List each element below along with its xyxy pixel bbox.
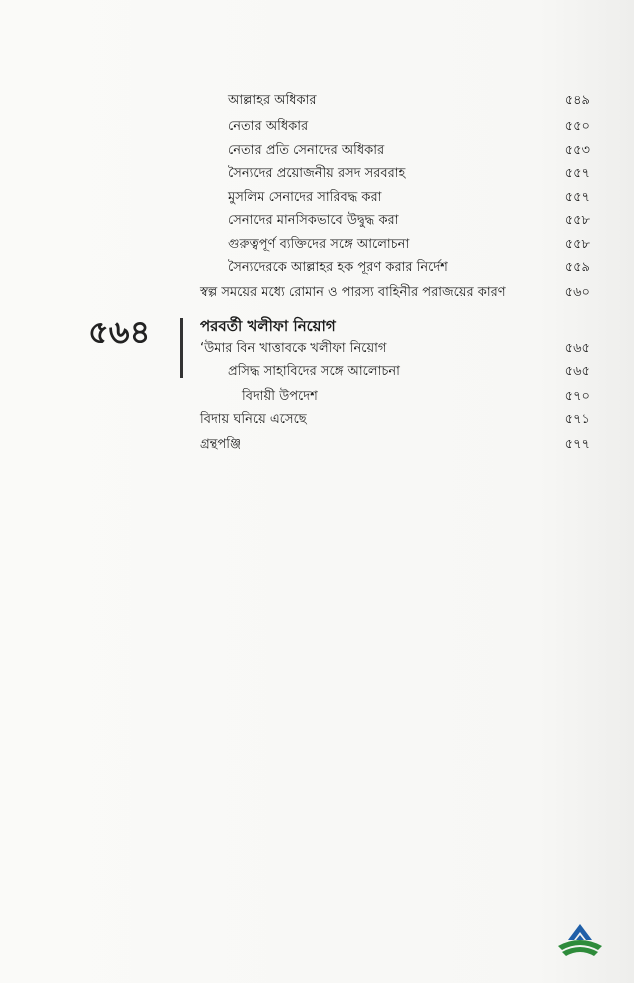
toc-entry-title: স্বল্প সময়ের মধ্যে রোমান ও পারস্য বাহিনীর পরাজয়ের কারণ bbox=[200, 285, 506, 300]
toc-entry-page: ৫৫০ bbox=[564, 119, 590, 134]
toc-entry-title: প্রসিদ্ধ সাহাবিদের সঙ্গে আলোচনা bbox=[228, 364, 400, 379]
toc-entry-page: ৫৬৫ bbox=[564, 341, 590, 356]
toc-entry-page: ৫৫৭ bbox=[564, 166, 590, 181]
toc-entry-title: বিদায় ঘনিয়ে এসেছে bbox=[200, 412, 307, 427]
toc-entry-page: ৫৪৯ bbox=[564, 93, 590, 108]
toc-entry-page: ৫৭০ bbox=[564, 389, 590, 404]
toc-entry-page: ৫৬০ bbox=[564, 285, 590, 300]
toc-entry-title: গুরুত্বপূর্ণ ব্যক্তিদের সঙ্গে আলোচনা bbox=[228, 237, 410, 252]
toc-entry-title: নেতার প্রতি সেনাদের অধিকার bbox=[228, 143, 385, 158]
chapter-number: ৫৬৪ bbox=[88, 313, 151, 351]
toc-entry-title: মুসলিম সেনাদের সারিবদ্ধ করা bbox=[228, 190, 382, 205]
toc-entry-title: গ্রন্থপঞ্জি bbox=[200, 437, 242, 452]
toc-entry-page: ৫৫৮ bbox=[564, 237, 590, 252]
chapter-title: পরবর্তী খলীফা নিয়োগ bbox=[200, 317, 336, 335]
toc-entry-title: আল্লাহর অধিকার bbox=[228, 93, 317, 108]
chapter-divider bbox=[180, 318, 183, 378]
toc-entry-page: ৫৫৭ bbox=[564, 190, 590, 205]
toc-entry-title: সৈন্যদের প্রয়োজনীয় রসদ সরবরাহ bbox=[228, 166, 406, 181]
toc-entry-page: ৫৫৩ bbox=[564, 143, 590, 158]
toc-entry-title: বিদায়ী উপদেশ bbox=[242, 389, 318, 404]
toc-entry-title: সেনাদের মানসিকভাবে উদ্বুদ্ধ করা bbox=[228, 213, 399, 228]
publisher-logo-icon bbox=[552, 920, 608, 962]
toc-entry-title: নেতার অধিকার bbox=[228, 119, 309, 134]
toc-entry-page: ৫৭১ bbox=[564, 412, 590, 427]
toc-entry-page: ৫৫৯ bbox=[564, 260, 590, 275]
toc-entry-title: ‘উমার বিন খাত্তাবকে খলীফা নিয়োগ bbox=[200, 341, 387, 356]
toc-entry-title: সৈন্যদেরকে আল্লাহর হক পূরণ করার নির্দেশ bbox=[228, 260, 448, 275]
toc-entry-page: ৫৭৭ bbox=[564, 437, 590, 452]
toc-entry-page: ৫৬৫ bbox=[564, 364, 590, 379]
toc-entry-page: ৫৫৮ bbox=[564, 213, 590, 228]
